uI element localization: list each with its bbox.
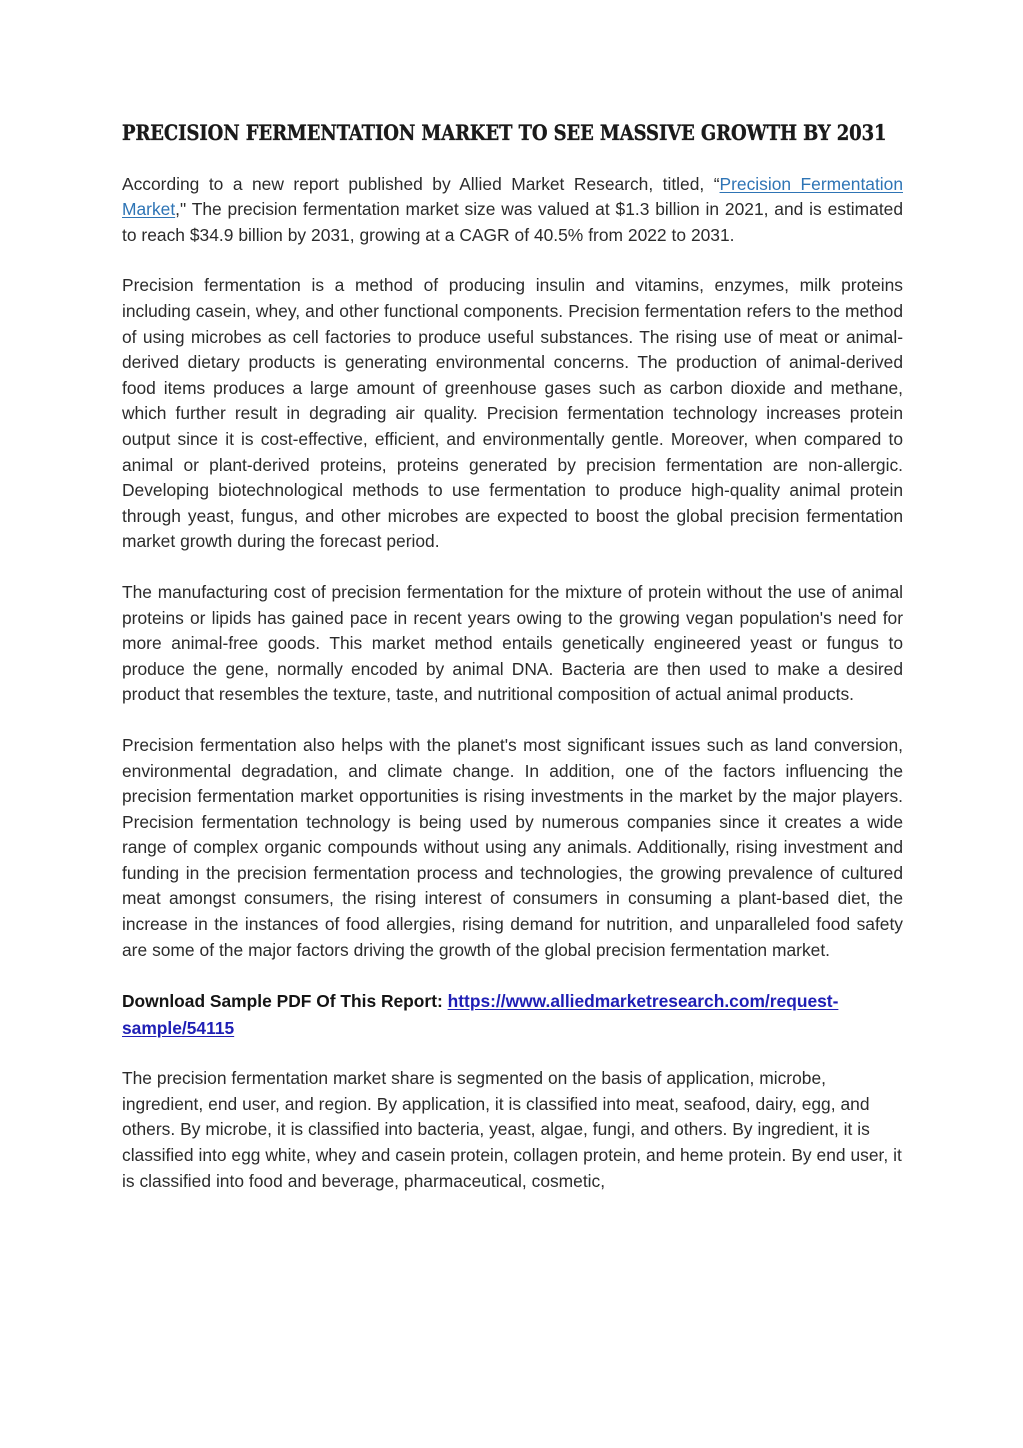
paragraph-opportunities: Precision fermentation also helps with the planet's most significant issues such as land conversion, environmental degradation, and climate change. In addition, one of the factors influencing the precision fermentation market opportunities is rising investments in the market by the major players. Precision fermentation technology is being used by numerous companies since it creates a wide range of complex organic compounds without using any animals. Additionally, rising investment and funding in the precision fermentation process and technologies, the growing prevalence of cultured meat amongst consumers, the rising interest of consumers in consuming a plant-based diet, the increase in the instances of food allergies, rising demand for nutrition, and unparalleled food safety are some of the major factors driving the growth of the global precision fermentation market.: [122, 734, 903, 960]
paragraph-intro: [122, 172, 903, 249]
precision-fermentation-market-link[interactable]: Precision Fermentation Market: [122, 173, 903, 220]
paragraph-definition: Precision fermentation is a method of producing insulin and vitamins, enzymes, milk proteins including casein, whey, and other functional components. Precision fermentation refers to the method of using microbes as cell factories to produce useful substances. The rising use of meat or animal-derived dietary products is generating environmental concerns. The production of animal-derived food items produces a large amount of greenhouse gases such as carbon dioxide and methane, which further result in degrading air quality. Precision fermentation technology increases protein output since it is cost-effective, efficient, and environmentally gentle. Moreover, when compared to animal or plant-derived proteins, proteins generated by precision fermentation are non-allergic. Developing biotechnological methods to use fermentation to produce high-quality animal protein through yeast, fungus, and other microbes are expected to boost the global precision fermentation market growth during the forecast period.: [122, 275, 903, 552]
request-sample-link[interactable]: https://www.alliedmarketresearch.com/request-sample/54115: [122, 991, 839, 1038]
paragraph-segmentation: The precision fermentation market share is segmented on the basis of application, microbe, ingredient, end user, and region. By application, it is classified into meat, seafood, dairy, egg, and others. By microbe, it is classified into bacteria, yeast, algae, fungi, and others. By ingredient, it is classified into egg white, whey and casein protein, collagen protein, and heme protein. By end user, it is classified into food and beverage, pharmaceutical, cosmetic,: [122, 1068, 902, 1191]
page-title: PRECISION FERMENTATION MARKET TO SEE MASSIVE GROWTH BY 2031: [122, 121, 887, 146]
paragraph-manufacturing-cost: The manufacturing cost of precision fermentation for the mixture of protein without the use of animal proteins or lipids has gained pace in recent years owing to the growing vegan population's need for more animal-free goods. This market method entails genetically engineered yeast or fungus to produce the gene, normally encoded by animal DNA. Bacteria are then used to make a desired product that resembles the texture, taste, and nutritional composition of actual animal products.: [122, 581, 903, 705]
paragraph-intro-text-b: ," The precision fermentation market size was valued at $1.3 billion in 2021, and is estimated to reach $34.9 billion by 2031, growing at a CAGR of 40.5% from 2022 to 2031.: [122, 199, 903, 245]
paragraph-intro-text-a: According to a new report published by Allied Market Research, titled, “: [122, 173, 720, 194]
download-sample-label: Download Sample PDF Of This Report:: [122, 991, 448, 1012]
download-sample-cta: [122, 988, 903, 1041]
document-content: [122, 122, 903, 1194]
